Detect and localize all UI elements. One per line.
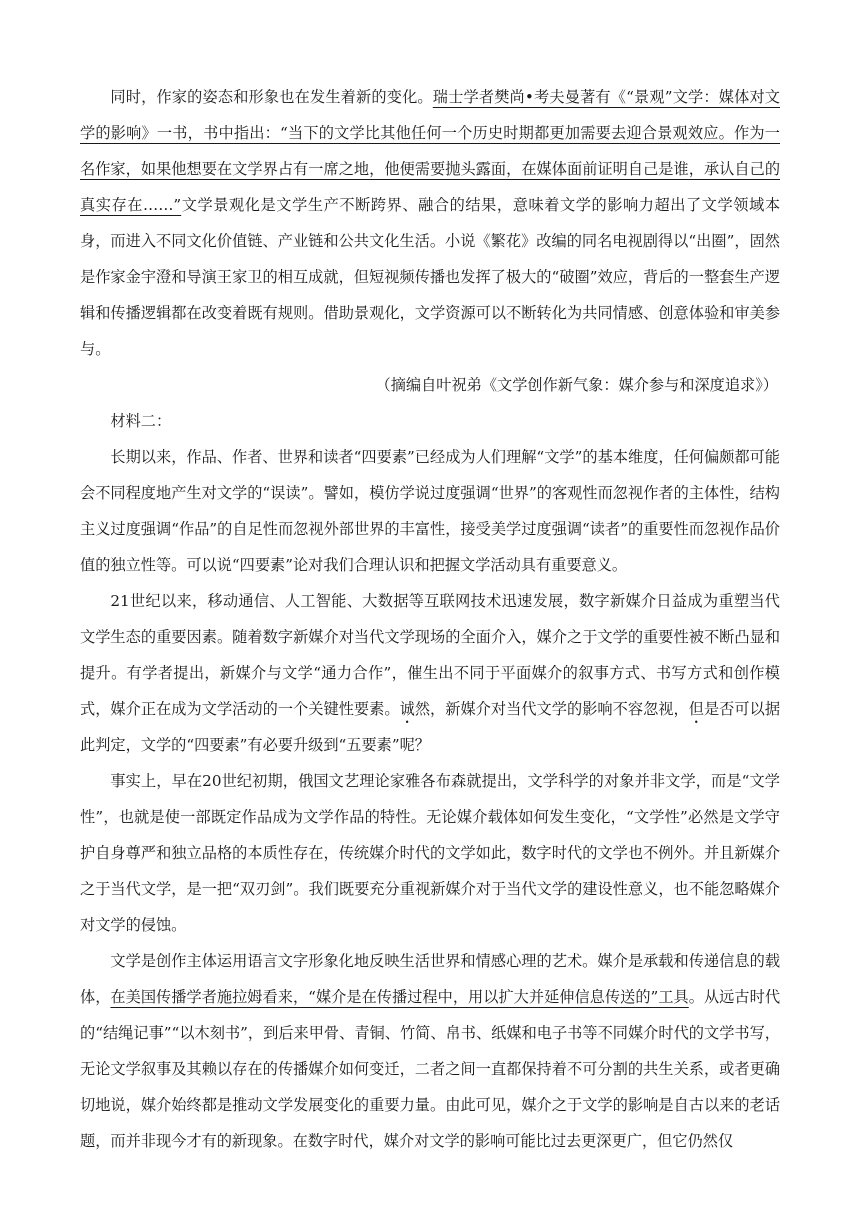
paragraph-5-text-a: 文学是创作主体运用语言文字形象化地反映生活世界和情感心理的艺术。媒介是承载和传递信息的载体，	[80, 952, 780, 1006]
material-two-heading: 材料二：	[110, 412, 172, 430]
paragraph-3-text-c: 是否可以据此判定，文学的“四要素”有必要升级到“五要素”呢？	[80, 700, 781, 754]
paragraph-1-text-a: 同时，作家的姿态和形象也在发生着新的变化。	[110, 88, 433, 106]
paragraph-4: 事实上，早在20世纪初期，俄国文艺理论家雅各布森就提出，文学科学的对象并非文学，而是“文学性”，也就是使一部既定作品成为文学作品的特性。无论媒介载体如何发生变化，“文学性”必然是文学守护自身尊严和独立品格的本质性存在，传统媒介时代的文学如此，数字时代的文学也不例外。并且新媒介之于当代文学，是一把“双刃剑”。我们既要充分重视新媒介对于当代文学的建设性意义，也不能忽略媒介对文学的侵蚀。	[80, 772, 780, 934]
paragraph-3-text-b: 然，新媒介对当代文学的影响不容忽视，	[414, 700, 689, 718]
paragraph-3-text-a: 21世纪以来，移动通信、人工智能、大数据等互联网技术迅速发展，数字新媒介日益成为重塑当代文学生态的重要因素。随着数字新媒介对当代文学现场的全面介入，媒介之于文学的重要性被不断凸显和提升。有学者提出，新媒介与文学“通力合作”，催生出不同于平面媒介的叙事方式、书写方式和创作模式，媒介正在成为文学活动的一个关键性要素。	[80, 592, 780, 718]
underlined-quote-schramm: 在美国传播学者施拉姆看来，“媒介是在传播过程中，用以扩大并延伸信息传送的”工具	[110, 988, 689, 1006]
emphasis-dot-char-1: 诚	[399, 700, 415, 718]
paragraph-5-text-b: 。从远古时代的“结绳记事”“以木刻书”，到后来甲骨、青铜、竹简、帛书、纸媒和电子书等不同媒介时代的文学书写，无论文学叙事及其赖以存在的传播媒介如何变迁，二者之间一直都保持着不可分割的共生关系，或者更确切地说，媒介始终都是推动文学发展变化的重要力量。由此可见，媒介之于文学的影响是自古以来的老话题，而并非现今才有的新现象。在数字时代，媒介对文学的影响可能比过去更深更广，但它仍然仅	[80, 988, 781, 1150]
emphasis-dot-char-2: 但	[688, 700, 704, 718]
paragraph-5	[80, 943, 780, 1159]
paragraph-1-text-b: 文学景观化是文学生产不断跨界、融合的结果，意味着文学的影响力超出了文学领域本身，而进入不同文化价值链、产业链和公共文化生活。小说《繁花》改编的同名电视剧得以“出圈”，固然是作家金宇澄和导演王家卫的相互成就，但短视频传播也发挥了极大的“破圈”效应，背后的一整套生产逻辑和传播逻辑都在改变着既有规则。借助景观化，文学资源可以不断转化为共同情感、创意体验和审美参与。	[80, 196, 781, 358]
source-citation: （摘编自叶祝弟《文学创作新气象：媒介参与和深度追求》）	[375, 376, 778, 394]
paragraph-2: 长期以来，作品、作者、世界和读者“四要素”已经成为人们理解“文学”的基本维度，任何偏颇都可能会不同程度地产生对文学的“误读”。譬如，模仿学说过度强调“世界”的客观性而忽视作者的主体性，结构主义过度强调“作品”的自足性而忽视外部世界的丰富性，接受美学过度强调“读者”的重要性而忽视作品价值的独立性等。可以说“四要素”论对我们合理认识和把握文学活动具有重要意义。	[80, 448, 780, 574]
paragraph-3	[80, 583, 780, 763]
underlined-quote-kaufmann: 瑞士学者樊尚•考夫曼著有《“景观”文学：媒体对文学的影响》一书，书中指出：“当下的文学比其他任何一个历史时期都更加需要去迎合景观效应。作为一名作家，如果他想要在文学界占有一席之地，他便需要抛头露面，在媒体面前证明自己是谁，承认自己的真实存在……”	[80, 88, 780, 214]
paragraph-1	[80, 79, 780, 367]
